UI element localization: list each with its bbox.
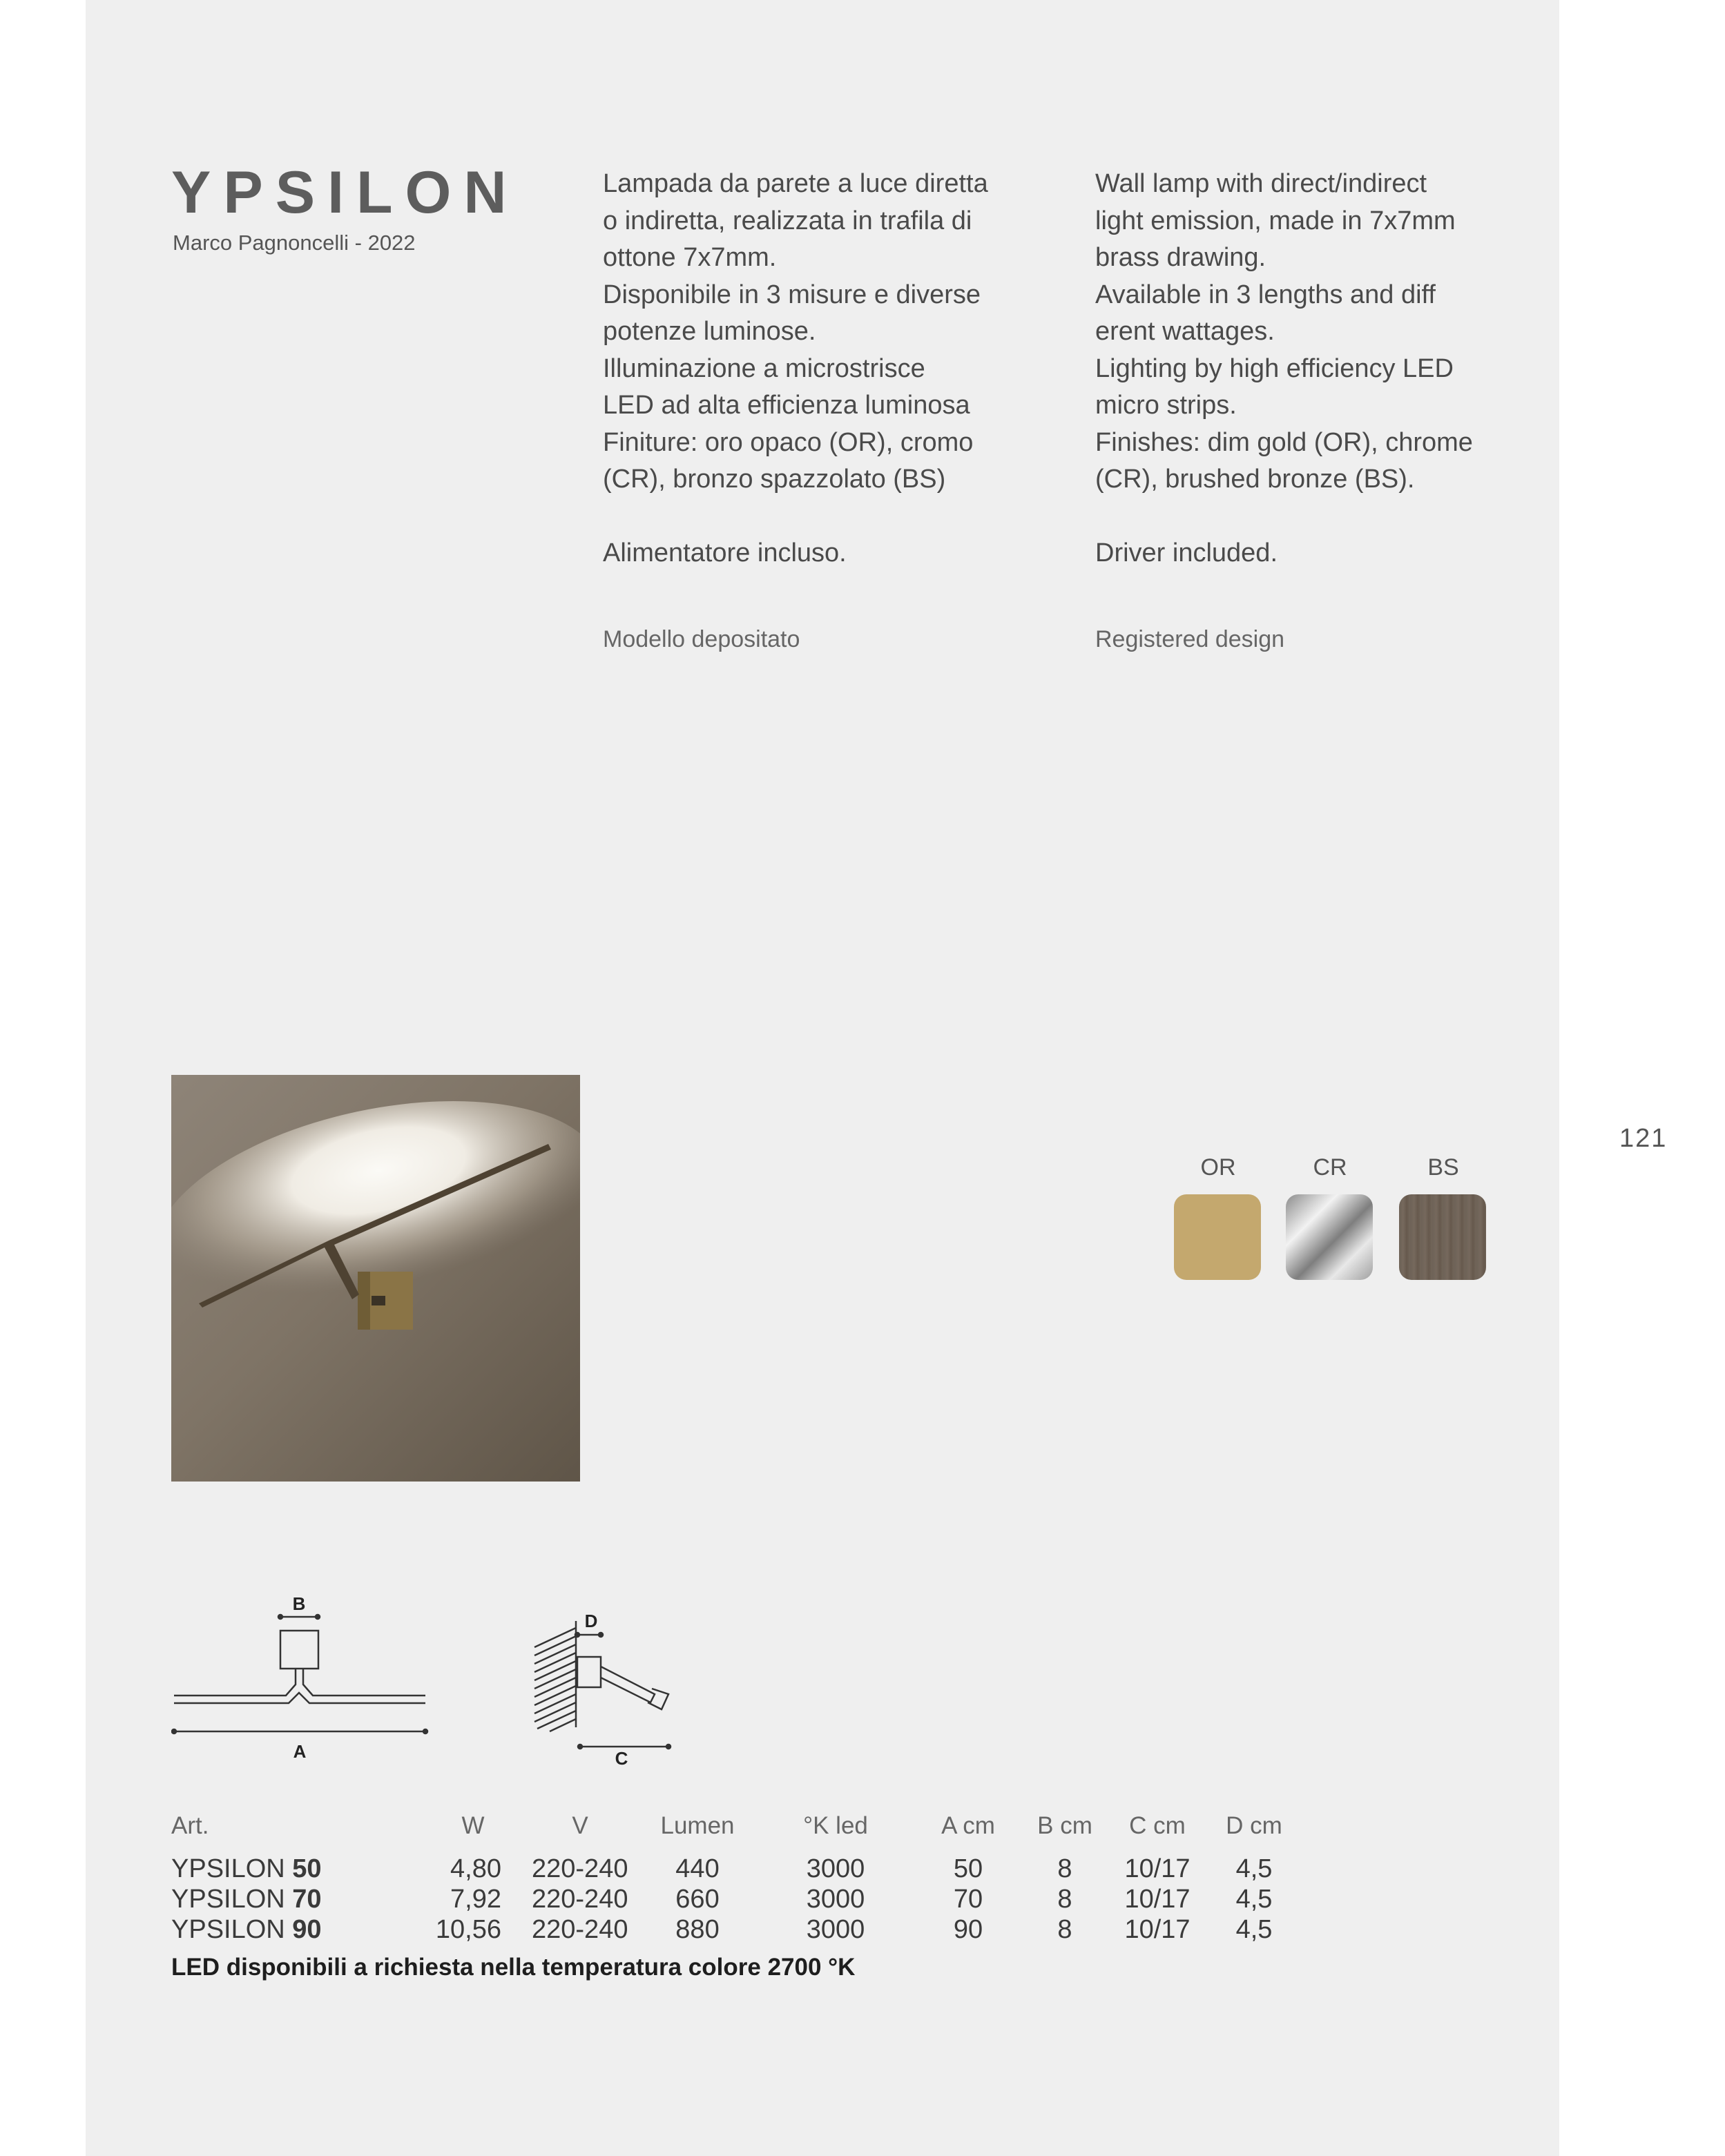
registered-note-it: Modello depositato bbox=[603, 626, 800, 652]
finish-swatch-gold bbox=[1174, 1194, 1261, 1280]
product-photo bbox=[171, 1075, 580, 1482]
finish-label-or: OR bbox=[1200, 1154, 1236, 1181]
cell-v: 220-240 bbox=[532, 1915, 628, 1944]
cell-kelvin: 3000 bbox=[806, 1885, 865, 1914]
cell-b: 8 bbox=[1057, 1854, 1072, 1883]
desc-en-line: (CR), brushed bronze (BS). bbox=[1095, 465, 1415, 494]
description-italian bbox=[603, 166, 1045, 659]
table-row bbox=[0, 1885, 1725, 1915]
label-d: D bbox=[584, 1611, 598, 1631]
cell-lumen: 440 bbox=[675, 1854, 720, 1883]
th-d: D cm bbox=[1226, 1812, 1282, 1839]
cell-d: 4,5 bbox=[1235, 1854, 1273, 1883]
row-name: YPSILON bbox=[171, 1854, 293, 1883]
cell-w: 10,56 bbox=[435, 1915, 501, 1944]
driver-note-it: Alimentatore incluso. bbox=[603, 538, 847, 567]
desc-en-line: micro strips. bbox=[1095, 391, 1237, 420]
cell-a: 70 bbox=[953, 1885, 983, 1914]
th-art: Art. bbox=[171, 1812, 209, 1839]
cell-b: 8 bbox=[1057, 1885, 1072, 1914]
desc-it-line: LED ad alta efficienza luminosa bbox=[603, 391, 970, 420]
desc-it-line: o indiretta, realizzata in trafila di bbox=[603, 206, 972, 235]
desc-en-line: erent wattages. bbox=[1095, 317, 1275, 346]
desc-it-line: (CR), bronzo spazzolato (BS) bbox=[603, 465, 946, 494]
page-number: 121 bbox=[1619, 1124, 1668, 1153]
label-b: B bbox=[292, 1593, 306, 1614]
driver-note-en: Driver included. bbox=[1095, 538, 1278, 567]
table-row bbox=[0, 1854, 1725, 1885]
table-header bbox=[0, 1812, 1725, 1843]
desc-en-line: brass drawing. bbox=[1095, 243, 1266, 272]
description-english bbox=[1095, 166, 1537, 659]
cell-w: 7,92 bbox=[450, 1885, 501, 1914]
desc-en-line: Wall lamp with direct/indirect bbox=[1095, 169, 1427, 198]
desc-en-line: Finishes: dim gold (OR), chrome bbox=[1095, 427, 1473, 457]
cell-lumen: 660 bbox=[675, 1885, 720, 1914]
dimension-diagram bbox=[171, 1581, 696, 1774]
th-v: V bbox=[572, 1812, 588, 1839]
finish-swatch-bronze bbox=[1399, 1194, 1486, 1280]
cell-kelvin: 3000 bbox=[806, 1854, 865, 1883]
row-name: YPSILON bbox=[171, 1885, 293, 1914]
cell-b: 8 bbox=[1057, 1915, 1072, 1944]
cell-d: 4,5 bbox=[1235, 1885, 1273, 1914]
finish-swatch-chrome bbox=[1286, 1194, 1373, 1280]
cell-lumen: 880 bbox=[675, 1915, 720, 1944]
row-size: 90 bbox=[292, 1915, 322, 1944]
row-name: YPSILON bbox=[171, 1915, 293, 1944]
desc-en-line: Available in 3 lengths and diff bbox=[1095, 280, 1436, 309]
th-b: B cm bbox=[1037, 1812, 1092, 1839]
cell-d: 4,5 bbox=[1235, 1915, 1273, 1944]
desc-en-line: light emission, made in 7x7mm bbox=[1095, 206, 1456, 235]
desc-it-line: ottone 7x7mm. bbox=[603, 243, 777, 272]
registered-note-en: Registered design bbox=[1095, 626, 1285, 652]
cell-v: 220-240 bbox=[532, 1885, 628, 1914]
cell-c: 10/17 bbox=[1124, 1854, 1191, 1883]
cell-c: 10/17 bbox=[1124, 1915, 1191, 1944]
desc-en-line: Lighting by high efficiency LED bbox=[1095, 353, 1454, 383]
desc-it-line: Disponibile in 3 misure e diverse bbox=[603, 280, 981, 309]
finish-label-bs: BS bbox=[1427, 1154, 1459, 1181]
th-kelvin: °K led bbox=[803, 1812, 868, 1839]
desc-it-line: Illuminazione a microstrisce bbox=[603, 353, 925, 383]
finish-label-cr: CR bbox=[1313, 1154, 1347, 1181]
cell-a: 50 bbox=[953, 1854, 983, 1883]
desc-it-line: Finiture: oro opaco (OR), cromo bbox=[603, 427, 974, 457]
desc-it-line: Lampada da parete a luce diretta bbox=[603, 169, 988, 198]
label-c: C bbox=[615, 1748, 628, 1769]
th-w: W bbox=[461, 1812, 485, 1839]
th-a: A cm bbox=[941, 1812, 995, 1839]
cell-c: 10/17 bbox=[1124, 1885, 1191, 1914]
cell-a: 90 bbox=[953, 1915, 983, 1944]
label-a: A bbox=[293, 1741, 307, 1762]
cell-kelvin: 3000 bbox=[806, 1915, 865, 1944]
table-row bbox=[0, 1915, 1725, 1945]
led-availability-note: LED disponibili a richiesta nella temperatura colore 2700 °K bbox=[171, 1954, 856, 1981]
cell-w: 4,80 bbox=[450, 1854, 501, 1883]
designer-credit: Marco Pagnoncelli - 2022 bbox=[173, 231, 416, 255]
th-lumen: Lumen bbox=[660, 1812, 735, 1839]
row-size: 70 bbox=[292, 1885, 322, 1914]
product-title: YPSILON bbox=[171, 159, 519, 226]
th-c: C cm bbox=[1129, 1812, 1186, 1839]
desc-it-line: potenze luminose. bbox=[603, 317, 816, 346]
cell-v: 220-240 bbox=[532, 1854, 628, 1883]
row-size: 50 bbox=[292, 1854, 322, 1883]
